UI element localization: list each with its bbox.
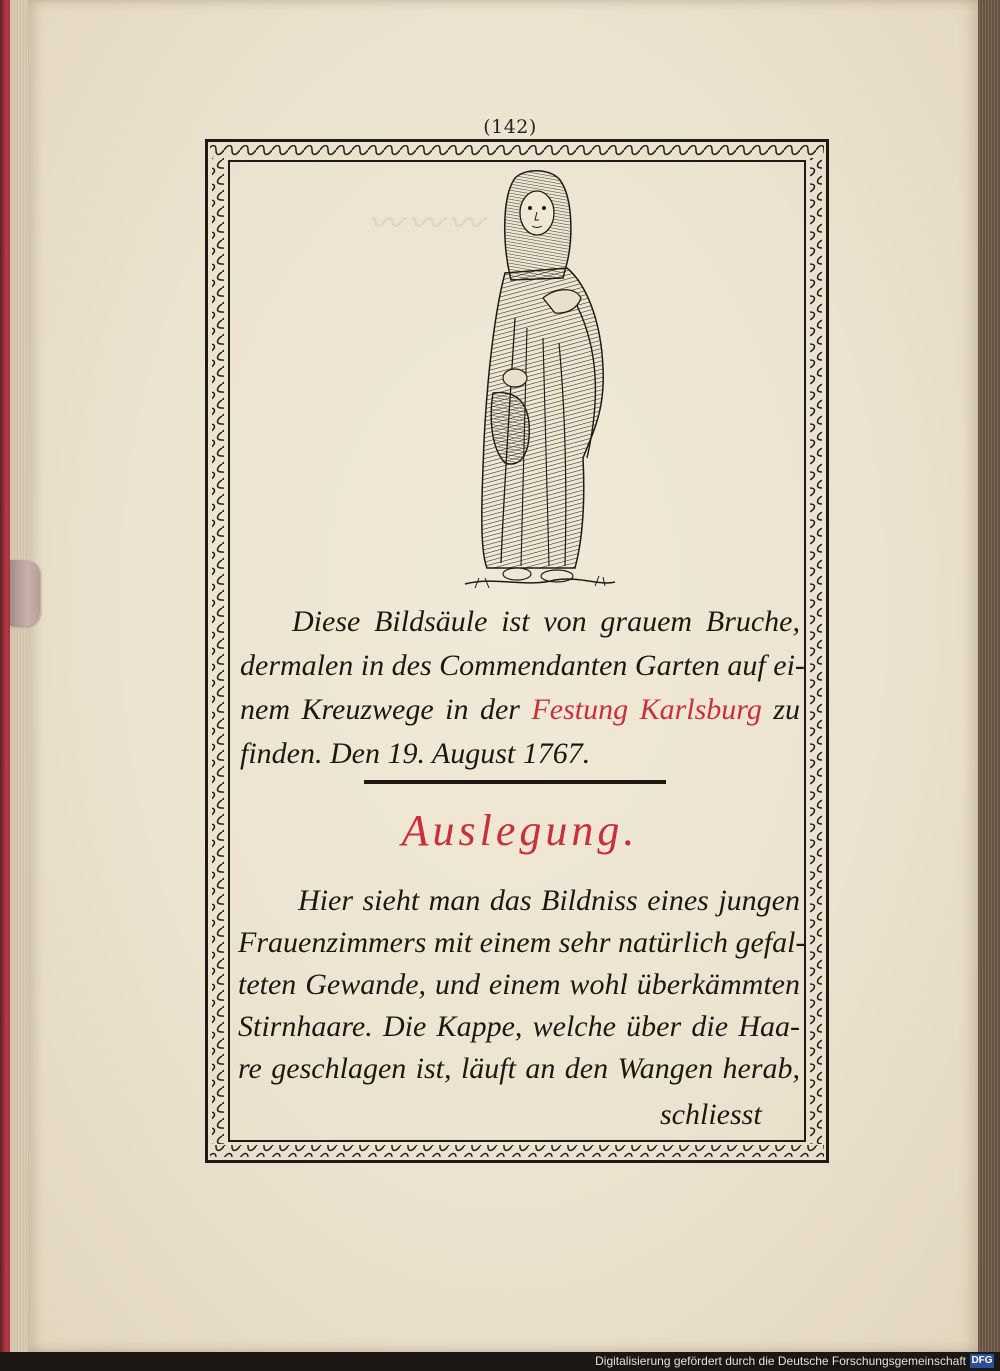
show-through-mark: 〰〰〰 <box>368 204 488 244</box>
page-stack-right <box>978 0 1000 1352</box>
caption-text: zu <box>761 693 800 726</box>
caption-text: nem Kreuzwege in der <box>240 693 532 726</box>
statue-caption <box>240 600 805 776</box>
section-divider <box>364 780 666 784</box>
digitization-credit: Digitalisierung gefördert durch die Deutsche Forschungsgemeinschaft <box>595 1354 966 1368</box>
statue-engraving <box>455 168 620 593</box>
body-line: re geschlagen ist, läuft an den Wangen herab, <box>238 1052 800 1085</box>
body-line: Stirnhaare. Die Kappe, welche über die Haa- <box>238 1010 800 1043</box>
body-line: teten Gewande, und einem wohl überkämmten <box>238 968 800 1001</box>
dfg-logo-icon: DFG <box>971 1355 993 1366</box>
catchword: schliesst <box>660 1098 762 1131</box>
place-name-highlight: Festung Karlsburg <box>531 693 762 726</box>
bookmark-tab <box>10 560 40 626</box>
section-heading: Auslegung. <box>401 806 639 855</box>
interpretation-text <box>238 880 806 1090</box>
page-number: (142) <box>483 116 537 138</box>
caption-line-with-place <box>240 688 800 732</box>
body-line: Hier sieht man das Bildniss eines jungen <box>298 884 800 917</box>
caption-line: Diese Bildsäule ist von grauem Bruche, <box>292 605 800 638</box>
body-line: Frauenzimmers mit einem sehr natürlich gefal- <box>238 926 806 959</box>
caption-line: dermalen in des Commendanten Garten auf ei- <box>240 649 805 682</box>
caption-line-date: finden. Den 19. August 1767. <box>240 737 591 770</box>
